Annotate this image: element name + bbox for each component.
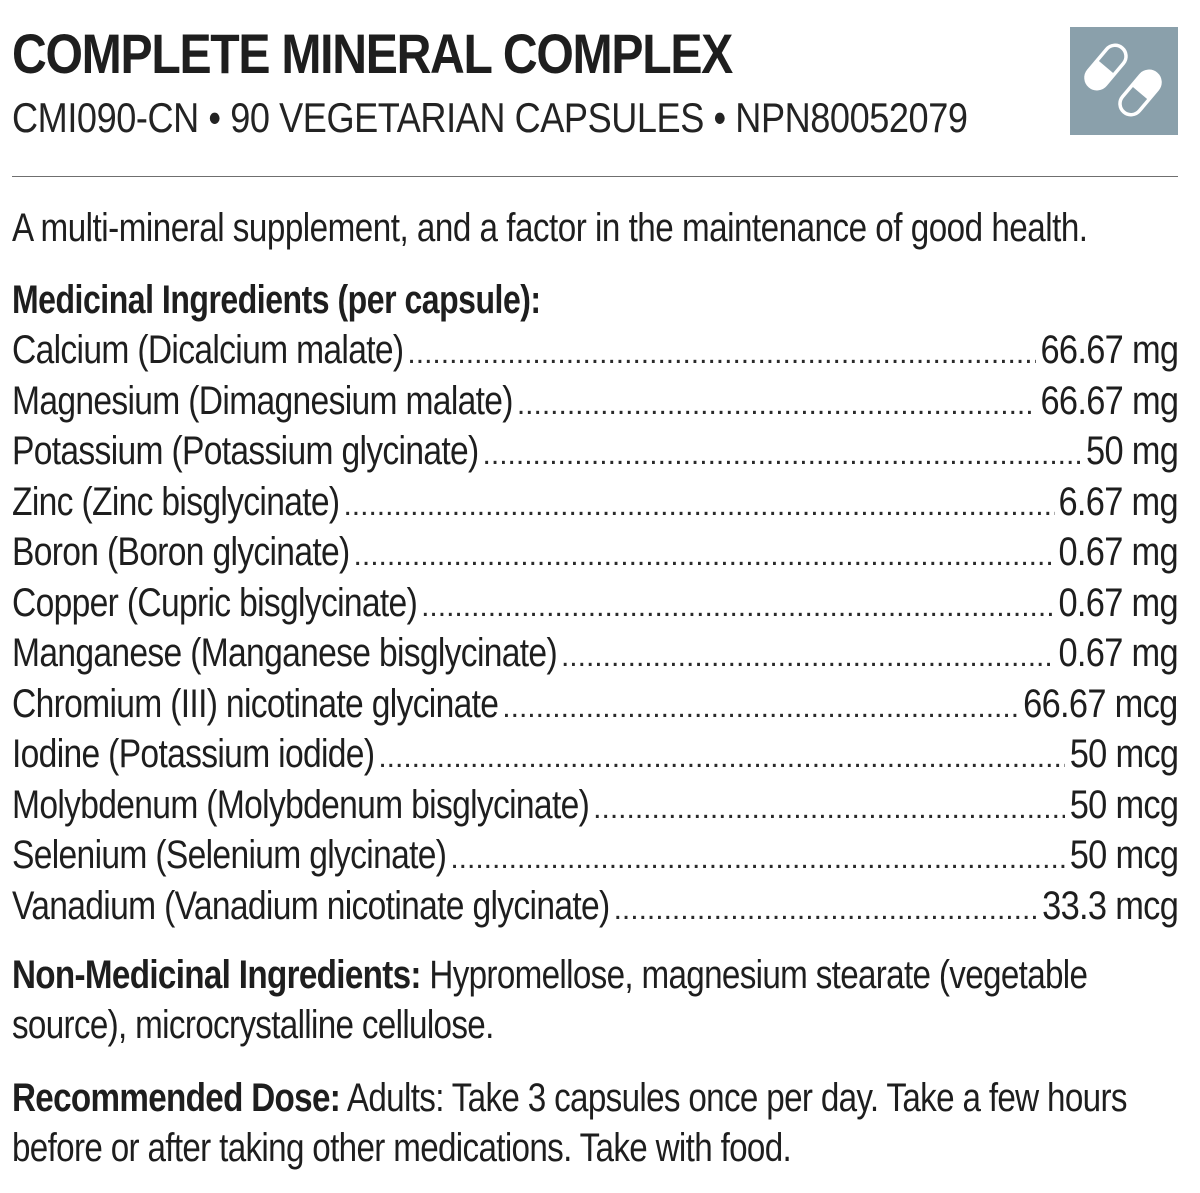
non-medicinal-text: Hypromellose, magnesium stearate (vegetable source), microcrystalline cellulose. — [12, 953, 1088, 1047]
ingredient-name-text: Manganese (Manganese bisglycinate) — [12, 631, 557, 675]
ingredient-row — [12, 325, 1178, 376]
ingredient-amount: 6.67 mg — [1058, 479, 1178, 524]
ingredient-name — [12, 325, 403, 375]
ingredient-name-text: Molybdenum (Molybdenum bisglycinate) — [12, 782, 590, 827]
ingredient-name — [12, 477, 339, 527]
ingredient-name-text: Potassium (Potassium glycinate) — [12, 429, 479, 473]
ingredient-amount: 0.67 mg — [1058, 580, 1178, 625]
medicinal-heading: Medicinal Ingredients (per capsule): — [12, 278, 541, 322]
ingredient-amount: 50 mcg — [1069, 782, 1178, 827]
ingredient-name — [12, 830, 446, 880]
dot-leader — [378, 733, 1065, 783]
dose-text: Adults: Take 3 capsules once per day. Take a few hours before or after taking other medications. Take with food. — [12, 1076, 1127, 1170]
ingredient-name-text: Selenium (Selenium glycinate) — [12, 833, 447, 877]
recommended-dose — [12, 1073, 1178, 1173]
ingredient-name — [12, 376, 513, 426]
ingredient-row — [12, 477, 1178, 528]
medicinal-ingredient-list — [12, 325, 1178, 931]
ingredient-row — [12, 376, 1178, 427]
supplement-label — [12, 0, 1178, 1170]
ingredient-amount: 66.67 mcg — [1023, 681, 1178, 726]
ingredient-name-text: Copper (Cupric bisglycinate) — [12, 580, 418, 625]
ingredient-amount: 50 mcg — [1069, 732, 1178, 776]
label-header — [12, 0, 1178, 178]
ingredient-row — [12, 881, 1178, 932]
ingredient-row — [12, 729, 1178, 780]
ingredient-amount: 0.67 mg — [1058, 530, 1178, 574]
product-title: COMPLETE MINERAL COMPLEX — [12, 22, 733, 85]
ingredient-row — [12, 780, 1178, 831]
ingredient-amount: 66.67 mg — [1040, 328, 1178, 372]
ingredient-name — [12, 426, 479, 476]
ingredient-amount: 50 mg — [1085, 429, 1178, 473]
ingredient-amount: 0.67 mg — [1058, 631, 1178, 675]
header-divider — [12, 176, 1178, 177]
dot-leader — [450, 834, 1065, 884]
dose-label: Recommended Dose: — [12, 1076, 341, 1120]
dot-leader — [593, 784, 1065, 834]
non-medicinal-label: Non-Medicinal Ingredients: — [12, 953, 421, 997]
ingredient-name-text: Chromium (III) nicotinate glycinate — [12, 681, 499, 726]
dot-leader — [483, 430, 1082, 480]
dot-leader — [421, 582, 1054, 632]
dot-leader — [614, 885, 1038, 935]
ingredient-row — [12, 830, 1178, 881]
product-subtitle: CMI090-CN • 90 VEGETARIAN CAPSULES • NPN80052079 — [12, 94, 968, 141]
dot-leader — [354, 531, 1055, 581]
ingredient-name — [12, 578, 417, 628]
product-description: A multi-mineral supplement, and a factor in the maintenance of good health. — [12, 206, 1088, 250]
ingredient-amount: 66.67 mg — [1040, 378, 1178, 423]
ingredient-name — [12, 780, 589, 830]
ingredient-name-text: Boron (Boron glycinate) — [12, 530, 350, 574]
dot-leader — [502, 683, 1019, 733]
ingredient-name-text: Calcium (Dicalcium malate) — [12, 328, 404, 372]
dot-leader — [343, 481, 1054, 531]
ingredient-name — [12, 881, 610, 931]
non-medicinal-ingredients — [12, 950, 1178, 1050]
ingredient-amount: 50 mcg — [1069, 833, 1178, 877]
ingredient-row — [12, 679, 1178, 730]
ingredient-name-text: Magnesium (Dimagnesium malate) — [12, 378, 513, 423]
ingredient-row — [12, 578, 1178, 629]
dot-leader — [561, 632, 1055, 682]
ingredient-name — [12, 527, 350, 577]
ingredient-name-text: Zinc (Zinc bisglycinate) — [12, 479, 340, 524]
capsules-icon — [1070, 27, 1178, 135]
dot-leader — [407, 329, 1036, 379]
ingredient-name — [12, 628, 557, 678]
ingredient-name — [12, 729, 374, 779]
ingredient-row — [12, 426, 1178, 477]
ingredient-name-text: Vanadium (Vanadium nicotinate glycinate) — [12, 883, 610, 928]
ingredient-name-text: Iodine (Potassium iodide) — [12, 732, 375, 776]
ingredient-name — [12, 679, 498, 729]
ingredient-row — [12, 527, 1178, 578]
ingredient-amount: 33.3 mcg — [1041, 883, 1178, 928]
ingredient-row — [12, 628, 1178, 679]
dot-leader — [517, 380, 1036, 430]
